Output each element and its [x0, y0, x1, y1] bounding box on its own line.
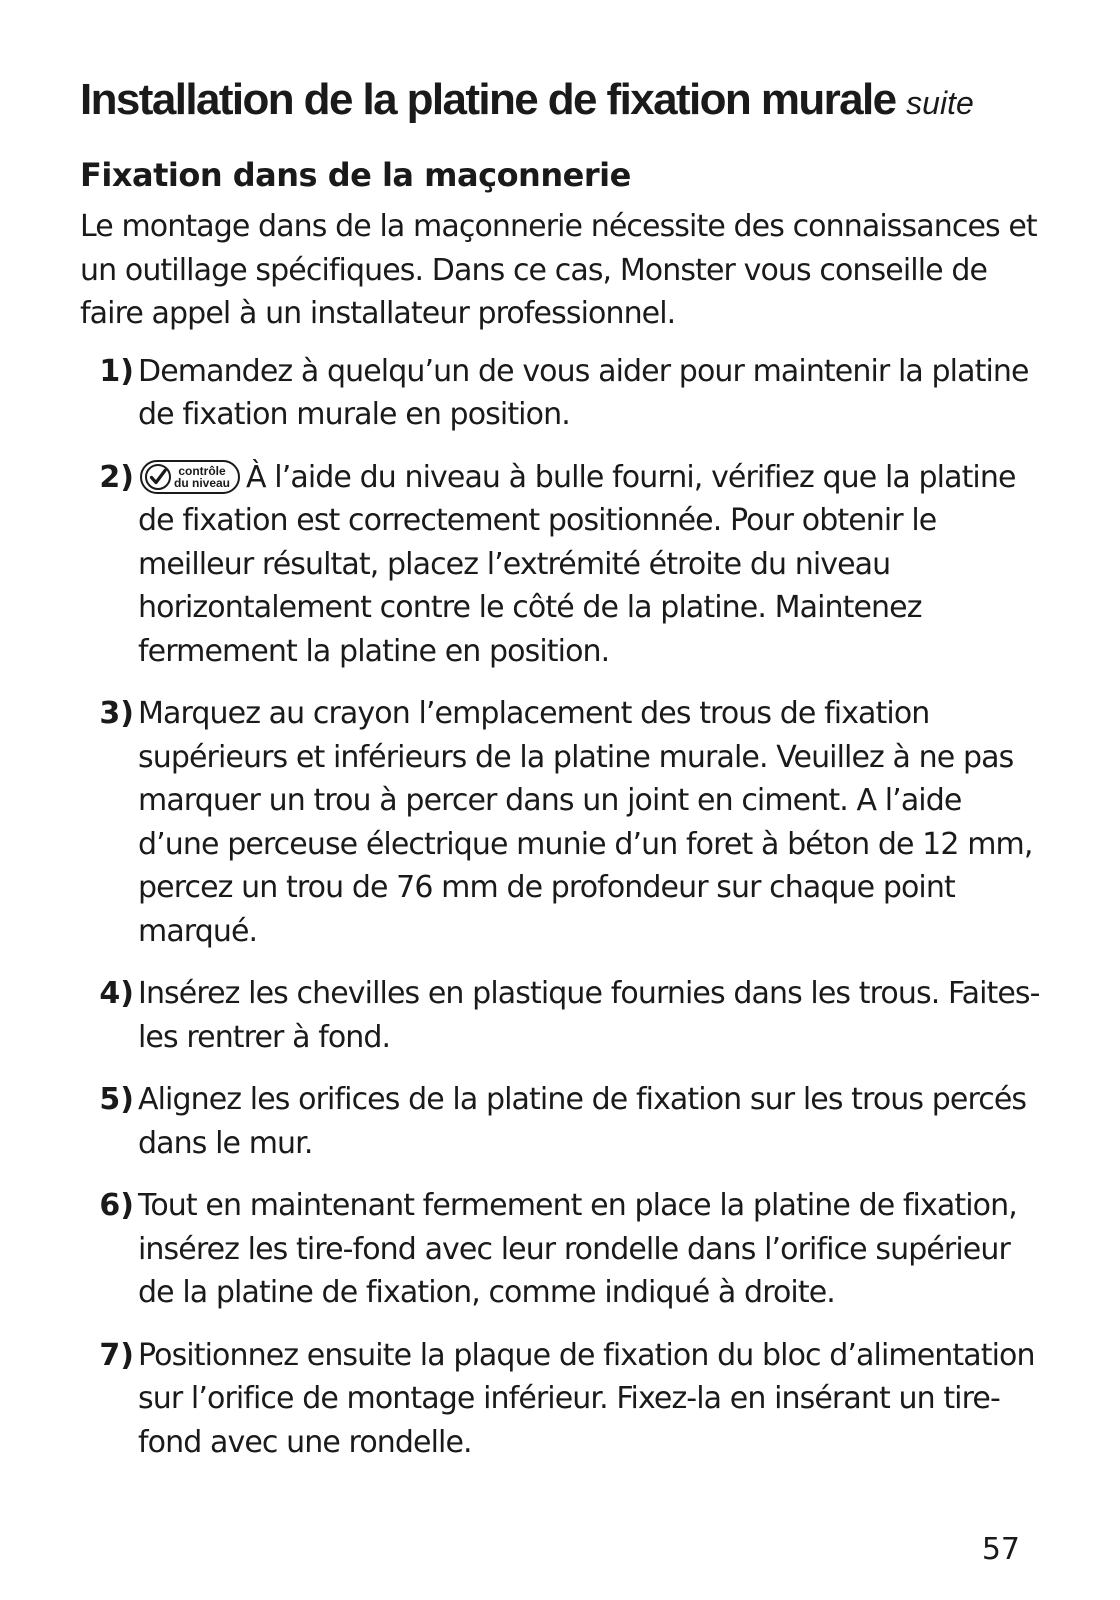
step-number: 5): [99, 1082, 134, 1117]
steps-list: [80, 350, 1040, 1465]
step-3: [80, 692, 1040, 953]
badge-label-line1: contrôle: [178, 463, 226, 478]
step-number: 6): [99, 1188, 134, 1223]
step-number: 4): [99, 976, 134, 1011]
step-number: 1): [99, 353, 134, 389]
step-number: 2): [99, 459, 134, 495]
page-content: [80, 70, 1040, 1483]
step-text: À l’aide du niveau à bulle fourni, vérifiez que la platine de fixation est correctement positionnée. Pour obtenir le meilleur résultat, placez l’extrémité étroite du niveau horizontalement contre le côté de la platine. Maintenez fermement la platine en position.: [138, 459, 1016, 669]
badge-label: [174, 465, 230, 489]
step-text: Marquez au crayon l’emplacement des trous de fixation supérieurs et inférieurs de la platine murale. Veuillez à ne pas marquer un trou à percer dans un joint en ciment. A l’aide d’une perceuse électrique munie d’un foret à béton de 12 mm, percez un trou de 76 mm de profondeur sur chaque point marqué.: [138, 696, 1033, 949]
section-intro: Le montage dans de la maçonnerie nécessite des connaissances et un outillage spécifiques. Dans ce cas, Monster vous conseille de faire appel à un installateur professionnel.: [80, 209, 1037, 331]
page-title-suffix: suite: [906, 85, 974, 121]
step-text: Demandez à quelqu’un de vous aider pour maintenir la platine de fixation murale en position.: [138, 353, 1029, 432]
step-6: [80, 1184, 1040, 1315]
level-check-badge: [140, 460, 240, 494]
step-1: [80, 350, 1040, 437]
page-title-text: Installation de la platine de fixation murale: [80, 75, 896, 124]
section-subtitle: Fixation dans de la maçonnerie: [80, 156, 631, 194]
step-text: Alignez les orifices de la platine de fixation sur les trous percés dans le mur.: [138, 1082, 1027, 1161]
step-text-with-badge: [138, 456, 1040, 674]
step-text: Positionnez ensuite la plaque de fixation du bloc d’alimentation sur l’orifice de montage inférieur. Fixez-la en insérant un tire-fond avec une rondelle.: [138, 1337, 1035, 1460]
step-text: Insérez les chevilles en plastique fournies dans les trous. Faites-les rentrer à fond.: [138, 976, 1040, 1055]
badge-label-line2: du niveau: [174, 475, 231, 490]
step-number: 7): [99, 1337, 134, 1373]
page-number: 57: [981, 1532, 1020, 1567]
step-number: 3): [99, 696, 134, 731]
check-circle-icon: [144, 463, 172, 491]
step-5: [80, 1078, 1040, 1165]
step-2: [80, 456, 1040, 674]
step-text: Tout en maintenant fermement en place la platine de fixation, insérez les tire-fond avec leur rondelle dans l’orifice supérieur de la platine de fixation, comme indiqué à droite.: [138, 1188, 1017, 1310]
step-4: [80, 972, 1040, 1059]
page-title: [80, 70, 1040, 133]
step-7: [80, 1334, 1040, 1465]
